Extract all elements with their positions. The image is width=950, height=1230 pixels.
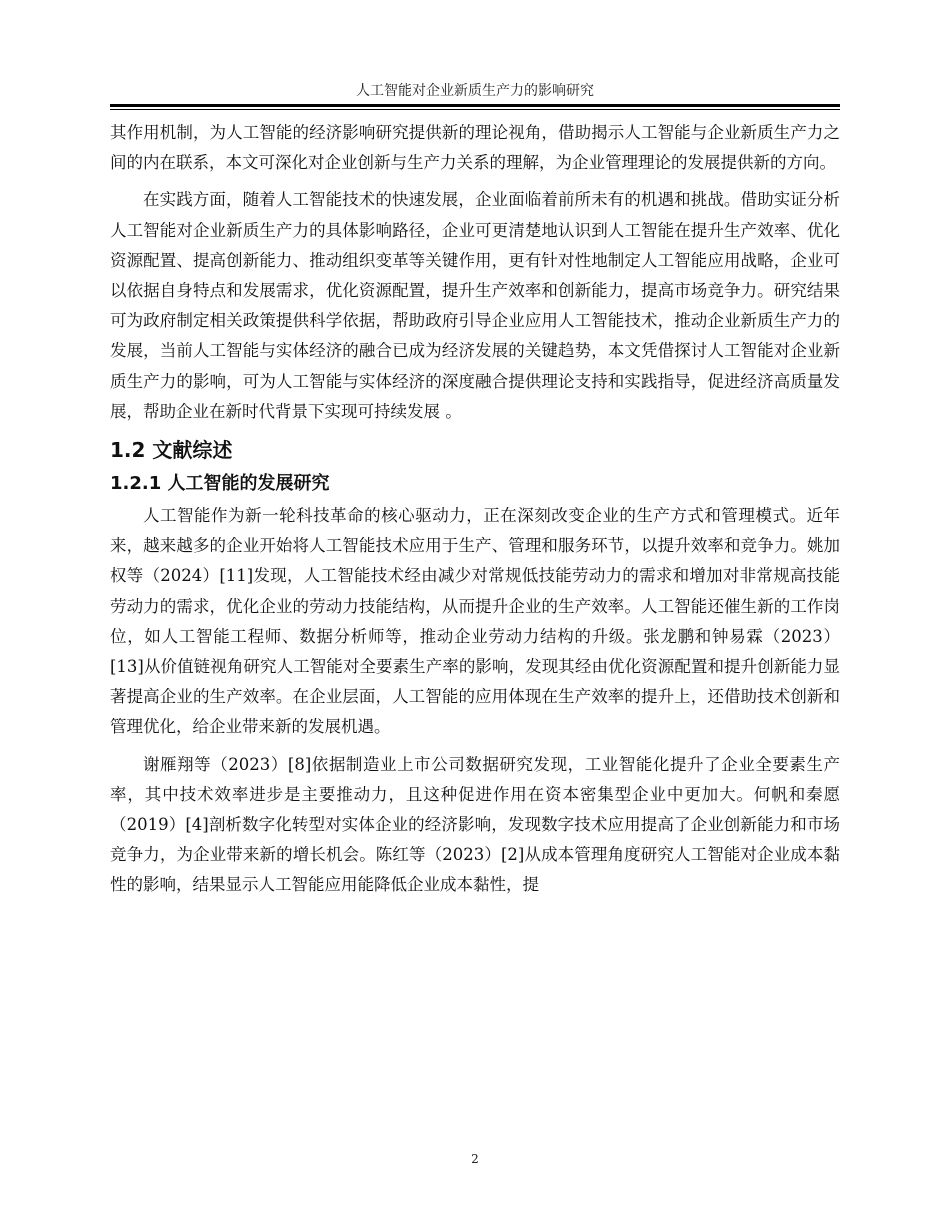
header-rule-thin [110, 109, 840, 110]
running-header: 人工智能对企业新质生产力的影响研究 [356, 83, 594, 99]
body-text [110, 118, 840, 901]
paragraph-continuation: 其作用机制，为人工智能的经济影响研究提供新的理论视角，借助揭示人工智能与企业新质生产力之间的内在联系，本文可深化对企业创新与生产力关系的理解，为企业管理理论的发展提供新的方向。 [110, 123, 840, 173]
header-rule-thick [110, 104, 840, 107]
paragraph-ai-development: 人工智能作为新一轮科技革命的核心驱动力，正在深刻改变企业的生产方式和管理模式。近年来，越来越多的企业开始将人工智能技术应用于生产、管理和服务环节，以提升效率和竞争力。姚加权等（2024）[11]发现，人工智能技术经由减少对常规低技能劳动力的需求和增加对非常规高技能劳动力的需求，优化企业的劳动力技能结构，从而提升企业的生产效率。人工智能还催生新的工作岗位，如人工智能工程师、数据分析师等，推动企业劳动力结构的升级。张龙鹏和钟易霖（2023）[13]从价值链视角研究人工智能对全要素生产率的影响，发现其经由优化资源配置和提升创新能力显著提高企业的生产效率。在企业层面，人工智能的应用体现在生产效率的提升上，还借助技术创新和管理优化，给企业带来新的发展机遇。 [110, 506, 840, 737]
paragraph-literature: 谢雁翔等（2023）[8]依据制造业上市公司数据研究发现，工业智能化提升了企业全要素生产率，其中技术效率进步是主要推动力，且这种促进作用在资本密集型企业中更加大。何帆和秦愿（2019）[4]剖析数字化转型对实体企业的经济影响，发现数字技术应用提高了企业创新能力和市场竞争力，为企业带来新的增长机会。陈红等（2023）[2]从成本管理角度研究人工智能对企业成本黏性的影响，结果显示人工智能应用能降低企业成本黏性，提 [110, 754, 840, 895]
section-heading: 1.2 文献综述 [110, 438, 233, 463]
subsection-heading: 1.2.1 人工智能的发展研究 [110, 473, 330, 495]
page-number: 2 [471, 1152, 479, 1166]
paragraph-practice: 在实践方面，随着人工智能技术的快速发展，企业面临着前所未有的机遇和挑战。借助实证分析人工智能对企业新质生产力的具体影响路径，企业可更清楚地认识到人工智能在提升生产效率、优化资源配置、提高创新能力、推动组织变革等关键作用，更有针对性地制定人工智能应用战略，企业可以依据自身特点和发展需求，优化资源配置，提升生产效率和创新能力，提高市场竞争力。研究结果可为政府制定相关政策提供科学依据，帮助政府引导企业应用人工智能技术，推动企业新质生产力的发展，当前人工智能与实体经济的融合已成为经济发展的关键趋势，本文凭借探讨人工智能对企业新质生产力的影响，可为人工智能与实体经济的深度融合提供理论支持和实践指导，促进经济高质量发展，帮助企业在新时代背景下实现可持续发展 。 [110, 190, 840, 421]
